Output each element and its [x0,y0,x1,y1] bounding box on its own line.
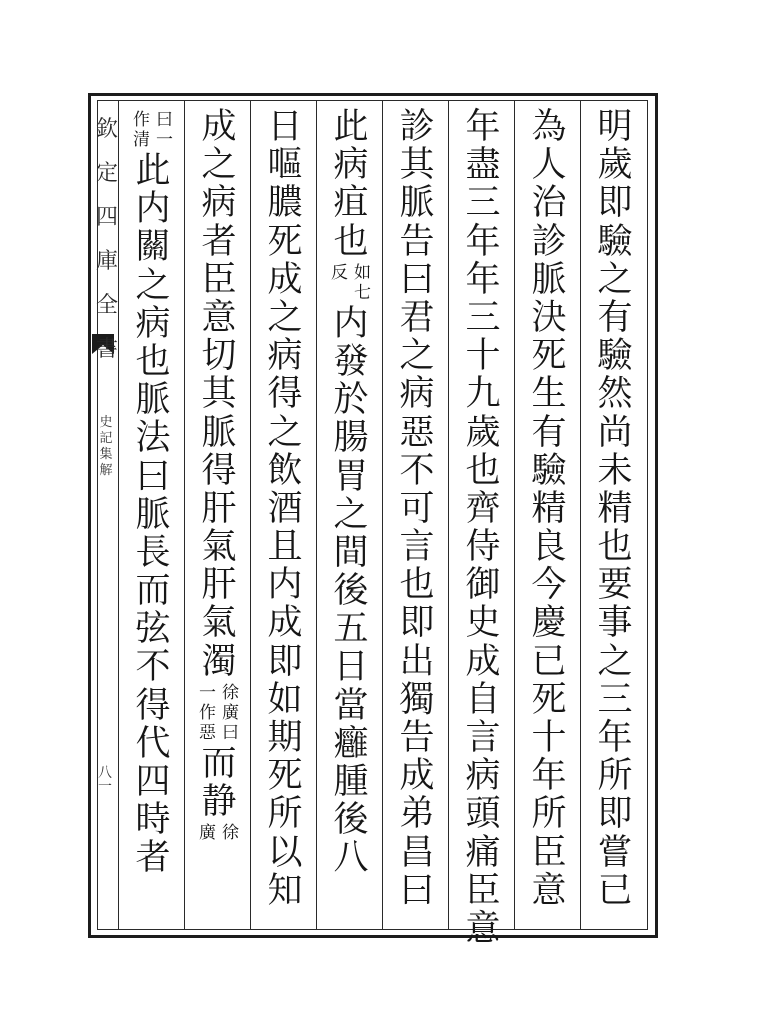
main-text-char: 酒 [267,488,303,529]
commentary-note-column [156,110,173,150]
main-text-char: 成 [399,756,435,797]
text-column-2 [524,108,574,910]
commentary-note-column [354,263,371,303]
column-rule [184,100,185,930]
main-text-char: 即 [267,641,303,682]
main-text-char: 也 [135,341,171,382]
commentary-char: 廣 [199,823,216,844]
commentary-note-column [199,683,216,743]
main-text-char: 之 [333,494,369,535]
main-text-char: 飲 [267,450,303,491]
text-column-4 [392,108,442,910]
main-text-char: 歲 [597,145,633,186]
main-text-char: 病 [333,145,369,186]
column-rule [580,100,581,930]
text-column-3 [458,108,508,948]
main-text-char: 歲 [465,412,501,453]
margin-book-char: 記 [99,431,113,446]
main-text-char: 病 [399,374,435,415]
main-text-char: 不 [399,450,435,491]
main-text-char: 且 [267,527,303,568]
main-text-char: 氣 [201,527,237,568]
commentary-char: 作 [133,110,150,130]
commentary-note-column [222,823,239,843]
margin-book-char: 解 [99,463,113,478]
main-text-char: 肝 [201,488,237,529]
main-text-char: 未 [597,450,633,491]
main-text-char: 病 [267,336,303,377]
main-text-char: 有 [531,412,567,453]
main-text-char: 頭 [465,794,501,835]
main-text-char: 此 [333,107,369,147]
main-text-char: 出 [399,641,435,682]
margin-page-number [98,766,112,794]
main-text-char: 臣 [531,832,567,873]
main-text-char: 之 [597,641,633,682]
margin-title-char: 庫 [95,249,118,274]
main-text-char: 良 [531,527,567,568]
main-text-char: 即 [399,603,435,644]
main-text-char: 曰 [399,870,435,911]
commentary-char: 七 [354,282,371,303]
commentary-char: 惡 [199,722,216,743]
main-text-char: 有 [597,297,633,338]
main-text-char: 君 [399,297,435,338]
main-text-char: 如 [267,679,303,720]
commentary-char: 作 [199,702,216,723]
main-text-char: 自 [465,679,501,720]
main-text-char: 明 [597,107,633,147]
main-text-char: 即 [597,794,633,835]
main-text-char: 獨 [399,679,435,720]
margin-title-char: 四 [95,205,118,230]
commentary-char: 一 [199,682,216,703]
main-text-char: 所 [597,756,633,797]
main-text-char: 胃 [333,456,369,497]
main-text-char: 之 [399,336,435,377]
main-text-char: 病 [465,756,501,797]
main-text-char: 此 [135,151,171,191]
main-text-char: 言 [399,527,435,568]
margin-book-char: 史 [99,415,113,430]
main-text-char: 事 [597,603,633,644]
main-text-char: 意 [201,297,237,338]
commentary-char: 曰 [156,110,173,130]
text-column-1 [590,108,640,910]
commentary-note [199,823,239,843]
main-text-char: 臣 [465,870,501,911]
main-text-char: 代 [135,723,171,764]
main-text-char: 年 [531,756,567,797]
main-text-char: 言 [465,718,501,758]
main-text-char: 切 [201,336,237,377]
main-text-char: 内 [135,189,171,230]
main-text-char: 年 [465,107,501,147]
main-text-char: 惡 [399,412,435,453]
margin-book-title [99,415,113,479]
margin-title-char: 欽 [95,117,118,142]
main-text-char: 成 [267,259,303,300]
main-text-char: 盡 [465,145,501,186]
margin-title-char: 全 [95,293,118,318]
main-text-char: 三 [465,183,501,224]
main-text-char: 四 [135,762,171,802]
main-text-char: 後 [333,571,369,612]
main-text-char: 當 [333,685,369,726]
main-text-char: 肝 [201,565,237,606]
main-text-char: 之 [201,145,237,186]
main-text-char: 膿 [267,183,303,224]
main-text-char: 關 [135,227,171,268]
commentary-note-column [222,683,239,743]
main-text-char: 精 [531,488,567,529]
main-text-char: 腸 [333,418,369,459]
main-text-char: 年 [465,259,501,300]
main-text-char: 為 [531,107,567,147]
main-text-char: 而 [135,571,171,612]
main-text-char: 脈 [399,183,435,224]
main-text-char: 後 [333,800,369,841]
main-text-char: 者 [135,838,171,879]
main-text-char: 五 [333,609,369,650]
main-text-char: 八 [333,838,369,879]
main-text-char: 内 [267,565,303,606]
main-text-char: 期 [267,718,303,758]
main-text-char: 要 [597,565,633,606]
main-text-char: 史 [465,603,501,644]
main-text-char: 知 [267,870,303,911]
main-text-char: 其 [201,374,237,415]
main-text-char: 以 [267,832,303,873]
main-text-char: 日 [267,107,303,147]
main-text-char: 所 [267,794,303,835]
main-text-char: 治 [531,183,567,224]
main-text-char: 其 [399,145,435,186]
main-text-char: 意 [465,908,501,949]
main-text-char: 慶 [531,603,567,644]
main-text-char: 已 [531,641,567,682]
main-text-char: 之 [267,297,303,338]
main-text-char: 齊 [465,488,501,529]
commentary-char: 一 [156,130,173,150]
margin-title-char: 定 [95,161,118,186]
main-text-char: 之 [267,412,303,453]
main-text-char: 診 [399,107,435,147]
main-text-char: 尚 [597,412,633,453]
commentary-note [331,263,371,303]
main-text-char: 弦 [135,609,171,650]
main-text-char: 十 [531,718,567,758]
main-text-char: 年 [597,718,633,758]
main-text-char: 法 [135,418,171,459]
main-text-char: 所 [531,794,567,835]
main-text-char: 内 [333,303,369,344]
column-rule [250,100,251,930]
main-text-char: 成 [201,107,237,147]
main-text-char: 驗 [597,221,633,262]
main-text-char: 者 [201,221,237,262]
main-text-char: 已 [597,870,633,911]
main-text-char: 病 [135,303,171,344]
commentary-note-column [133,110,150,150]
main-text-char: 十 [465,336,501,377]
margin-page-char: 一 [98,779,112,795]
main-text-char: 今 [531,565,567,606]
main-text-char: 而 [201,743,237,784]
main-text-char: 臣 [201,259,237,300]
main-text-char: 然 [597,374,633,415]
main-text-char: 間 [333,532,369,573]
main-text-char: 濁 [201,641,237,682]
main-text-char: 病 [201,183,237,224]
main-text-char: 曰 [399,259,435,300]
main-text-char: 脈 [135,380,171,421]
margin-page-char: 八 [98,765,112,781]
main-text-char: 疽 [333,183,369,224]
commentary-char: 清 [133,130,150,150]
commentary-note [199,683,239,743]
main-text-char: 成 [267,603,303,644]
margin-title-char: 書 [95,337,118,362]
main-text-char: 診 [531,221,567,262]
main-text-char: 於 [333,380,369,421]
commentary-char: 曰 [222,722,239,743]
column-rule [316,100,317,930]
main-text-char: 脈 [135,494,171,535]
main-text-char: 得 [267,374,303,415]
main-text-char: 時 [135,800,171,841]
margin-book-char: 集 [99,447,113,462]
main-text-char: 年 [465,221,501,262]
main-text-char: 死 [531,336,567,377]
main-text-char: 得 [135,685,171,726]
column-rule [448,100,449,930]
column-rule [514,100,515,930]
main-text-char: 不 [135,647,171,688]
main-text-char: 得 [201,450,237,491]
text-column-6 [260,108,310,910]
main-text-char: 曰 [135,456,171,497]
text-column-5 [326,108,376,878]
commentary-char: 廣 [222,702,239,723]
main-text-char: 之 [597,259,633,300]
main-text-char: 侍 [465,527,501,568]
main-text-char: 痛 [465,832,501,873]
main-text-char: 嘗 [597,832,633,873]
main-text-char: 也 [399,565,435,606]
main-text-char: 也 [333,221,369,262]
main-text-char: 也 [597,527,633,568]
main-text-char: 也 [465,450,501,491]
main-text-char: 三 [597,679,633,720]
commentary-char: 徐 [222,682,239,703]
main-text-char: 弟 [399,794,435,835]
main-text-char: 意 [531,870,567,911]
main-text-char: 死 [531,679,567,720]
main-text-char: 即 [597,183,633,224]
main-text-char: 脈 [531,259,567,300]
text-column-7 [194,108,244,845]
main-text-char: 驗 [597,336,633,377]
commentary-char: 如 [354,262,371,283]
commentary-note [133,110,173,150]
column-rule [382,100,383,930]
main-text-char: 決 [531,297,567,338]
text-column-8 [128,108,178,878]
main-text-char: 告 [399,221,435,262]
main-text-char: 昌 [399,832,435,873]
commentary-char: 反 [331,262,348,283]
main-text-char: 日 [333,647,369,688]
main-text-char: 長 [135,532,171,573]
main-text-char: 成 [465,641,501,682]
commentary-char: 徐 [222,823,239,844]
main-text-char: 生 [531,374,567,415]
commentary-note-column [199,823,216,843]
main-text-char: 九 [465,374,501,415]
main-text-char: 精 [597,488,633,529]
main-text-char: 可 [399,488,435,529]
main-text-char: 嘔 [267,145,303,186]
main-text-char: 死 [267,756,303,797]
main-text-char: 静 [201,782,237,822]
main-text-char: 癰 [333,723,369,764]
main-text-char: 驗 [531,450,567,491]
main-text-char: 人 [531,145,567,186]
main-text-char: 死 [267,221,303,262]
main-text-char: 腫 [333,762,369,802]
main-text-char: 之 [135,265,171,306]
commentary-note-column [331,263,348,303]
main-text-char: 脈 [201,412,237,453]
main-text-char: 氣 [201,603,237,644]
margin-title [95,108,119,372]
main-text-char: 發 [333,341,369,382]
main-text-char: 告 [399,718,435,758]
main-text-char: 三 [465,297,501,338]
main-text-char: 御 [465,565,501,606]
